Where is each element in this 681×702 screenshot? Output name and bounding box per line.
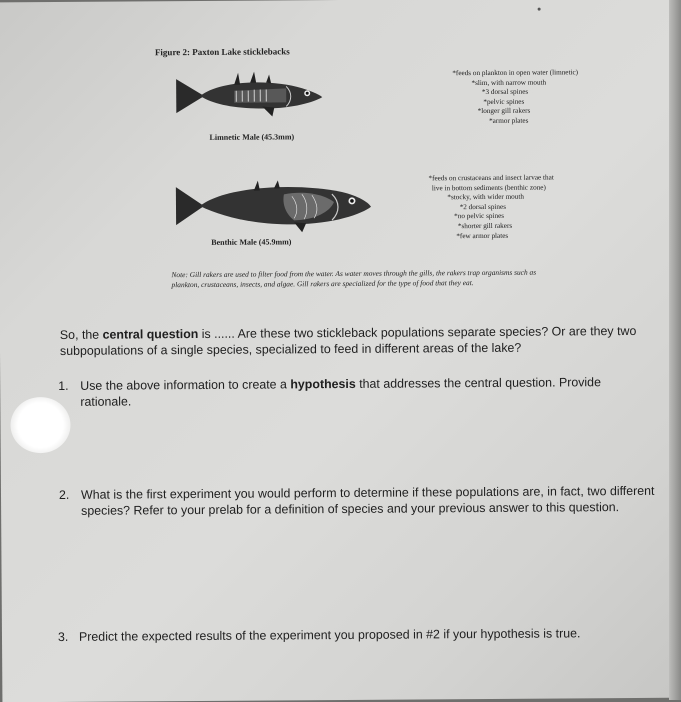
trait-line: *shorter gill rakers: [349, 221, 554, 232]
benthic-traits: [349, 174, 554, 243]
question-1-after: that addresses the central question. Provide rationale.: [80, 375, 601, 409]
limnetic-label: Limnetic Male (45.3mm): [209, 132, 294, 142]
question-1-text: [80, 374, 640, 410]
trait-line: *armor plates: [358, 116, 578, 127]
benthic-label: Benthic Male (45.9mm): [211, 237, 291, 247]
trait-line: *2 dorsal spines: [349, 202, 554, 213]
question-2-number: 2.: [59, 487, 69, 503]
trait-line: *feeds on plankton in open water (limnetic): [358, 68, 578, 79]
central-bold: central question: [103, 327, 199, 342]
trait-line: *slim, with narrow mouth: [358, 78, 578, 89]
trait-line: *feeds on crustaceans and insect larvae that: [349, 174, 554, 185]
limnetic-fish-illustration: [174, 70, 324, 121]
central-question: [60, 323, 660, 359]
page-edge-shadow: [669, 0, 681, 700]
speck: [538, 8, 541, 11]
figure-title: Figure 2: Paxton Lake sticklebacks: [155, 46, 290, 57]
light-glare: [10, 397, 70, 453]
trait-line: *stocky, with wider mouth: [349, 193, 554, 204]
trait-line: *pelvic spines: [358, 97, 578, 108]
question-2-text: What is the first experiment you would perform to determine if these populations are, in fact, two different species? Refer to your prelab for a definition of species and your previous answer to this question.: [81, 483, 656, 519]
central-prefix: So, the: [60, 328, 103, 342]
benthic-fish-illustration: [174, 180, 374, 233]
central-suffix: is ...... Are these two stickleback populations separate species? Or are they two subpopulations of a single species, specialized to feed in different areas of the lake?: [60, 324, 636, 358]
trait-line: *no pelvic spines: [349, 212, 554, 223]
question-1-before: Use the above information to create a: [80, 377, 290, 392]
trait-line: *few armor plates: [349, 231, 554, 242]
trait-line: *3 dorsal spines: [358, 88, 578, 99]
trait-line: *longer gill rakers: [358, 107, 578, 118]
figure-note: Note: Gill rakers are used to filter food from the water. As water moves through the gills, the rakers trap organisms such as plankton, crustaceans, insects, and algae. Gill rakers are specialized for the type of food that they eat.: [171, 267, 561, 290]
question-1-number: 1.: [58, 378, 68, 394]
trait-line: live in bottom sediments (benthic zone): [349, 183, 554, 194]
question-1-bold: hypothesis: [290, 377, 356, 391]
question-3-text: Predict the expected results of the experiment you proposed in #2 if your hypothesis is true.: [79, 625, 659, 645]
limnetic-traits: [358, 68, 578, 127]
question-3-number: 3.: [58, 629, 68, 645]
